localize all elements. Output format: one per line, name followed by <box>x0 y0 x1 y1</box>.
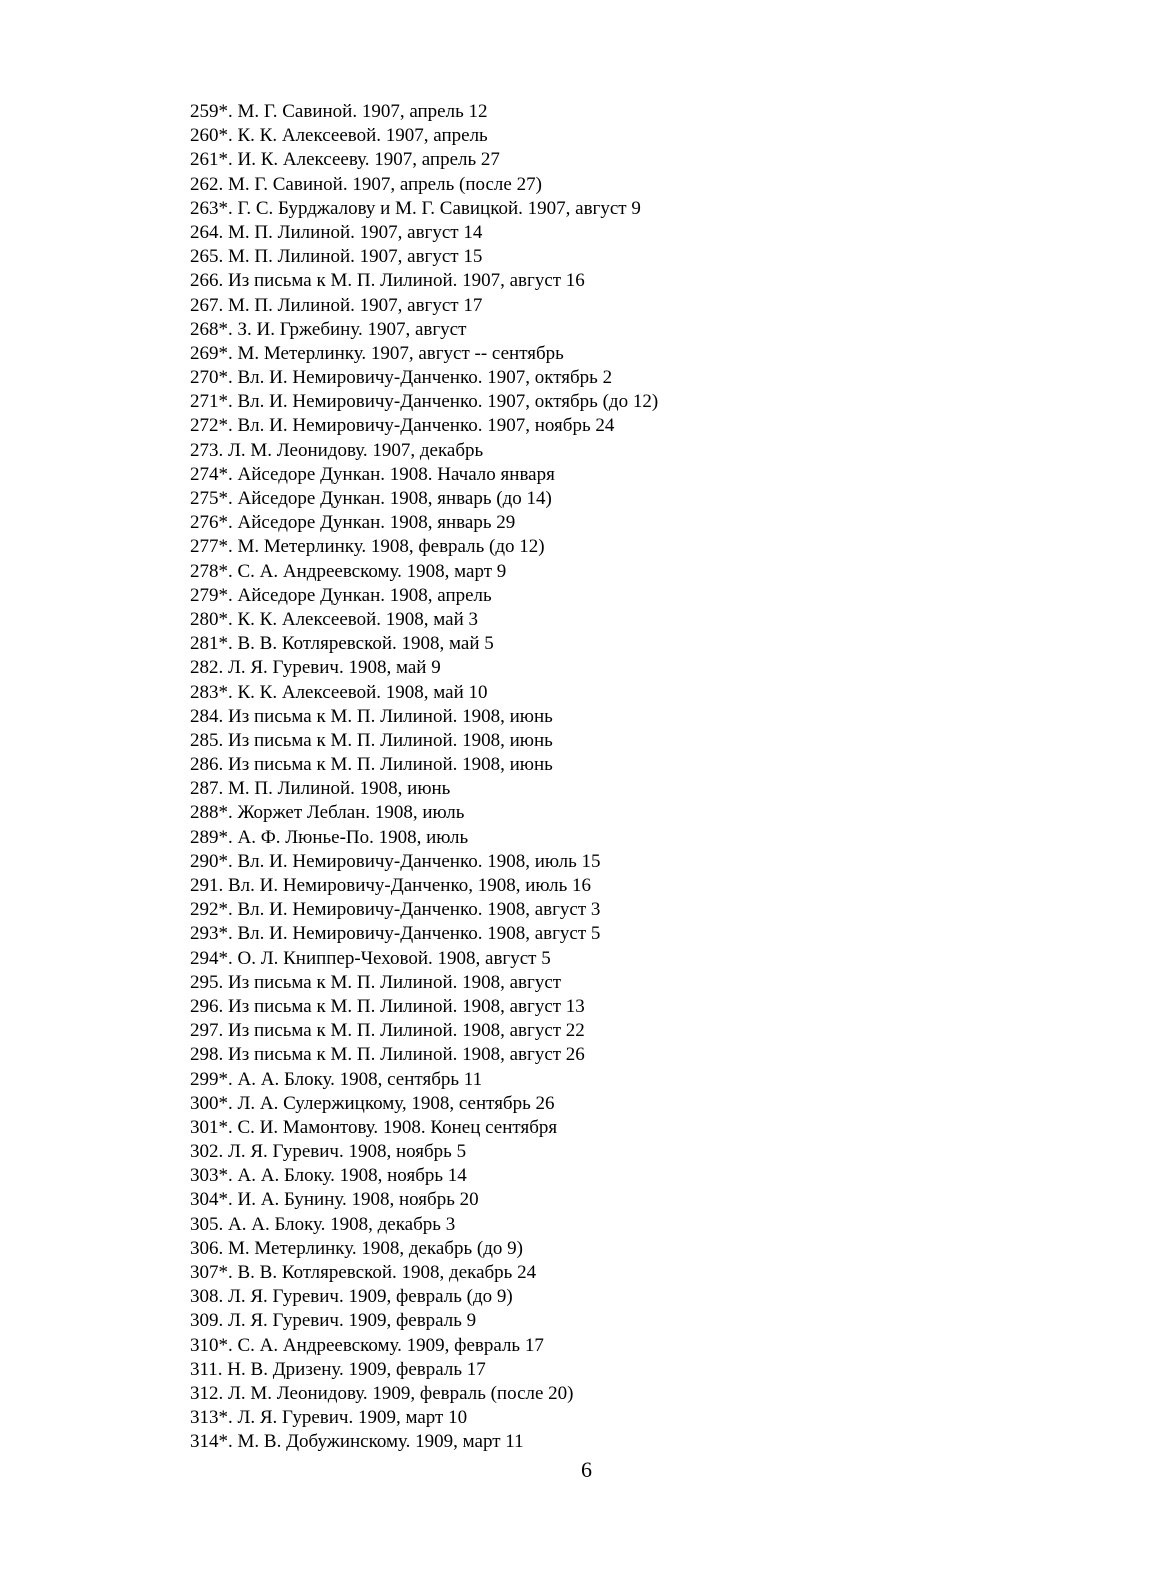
letter-index-entry: 302. Л. Я. Гуревич. 1908, ноябрь 5 <box>190 1141 467 1163</box>
letter-index-entry: 270*. Вл. И. Немировичу-Данченко. 1907, октябрь 2 <box>190 367 613 389</box>
letter-index-entry: 288*. Жоржет Леблан. 1908, июль <box>190 802 465 824</box>
letter-index-entry: 275*. Айседоре Дункан. 1908, январь (до 14) <box>190 488 552 509</box>
letter-index-entry: 281*. В. В. Котляревской. 1908, май 5 <box>190 633 494 655</box>
letter-index-entry: 292*. Вл. И. Немировичу-Данченко. 1908, август 3 <box>190 899 601 921</box>
letter-index-entry: 268*. З. И. Гржебину. 1907, август <box>190 318 467 340</box>
letter-index-entry: 261*. И. К. Алексееву. 1907, апрель 27 <box>190 149 500 171</box>
letter-index-entry: 272*. Вл. И. Немировичу-Данченко. 1907, ноябрь 24 <box>190 415 615 437</box>
letter-index-entry: 271*. Вл. И. Немировичу-Данченко. 1907, октябрь (до 12) <box>190 391 659 413</box>
letter-index-entry: 300*. Л. А. Сулержицкому, 1908, сентябрь 26 <box>190 1092 555 1114</box>
letter-index-entry: 280*. К. К. Алексеевой. 1908, май 3 <box>190 608 479 630</box>
letter-index-entry: 260*. К. К. Алексеевой. 1907, апрель <box>190 125 488 147</box>
letter-index-entry: 295. Из письма к М. П. Лилиной. 1908, август <box>190 971 562 993</box>
letter-index-entry: 294*. О. Л. Книппер-Чеховой. 1908, август 5 <box>190 947 551 969</box>
letter-index-entry: 259*. М. Г. Савиной. 1907, апрель 12 <box>190 101 488 122</box>
letter-index-entry: 312. Л. М. Леонидову. 1909, февраль (после 20) <box>190 1382 574 1404</box>
letter-index-entry: 278*. С. А. Андреевскому. 1908, март 9 <box>190 560 507 582</box>
letter-index-entry: 310*. С. А. Андреевскому. 1909, февраль 17 <box>190 1334 544 1356</box>
letter-index-entry: 266. Из письма к М. П. Лилиной. 1907, август 16 <box>190 270 585 292</box>
letter-index-entry: 293*. Вл. И. Немировичу-Данченко. 1908, август 5 <box>190 923 601 945</box>
letter-index-entry: 290*. Вл. И. Немировичу-Данченко. 1908, июль 15 <box>190 850 601 872</box>
letter-index-entry: 289*. А. Ф. Люнье-По. 1908, июль <box>190 826 469 848</box>
letter-index-entry: 263*. Г. С. Бурджалову и М. Г. Савицкой. 1907, август 9 <box>190 197 641 219</box>
letter-index-entry: 306. М. Метерлинку. 1908, декабрь (до 9) <box>190 1237 523 1259</box>
letter-index-entry: 283*. К. К. Алексеевой. 1908, май 10 <box>190 681 488 703</box>
letter-index-entry: 314*. М. В. Добужинскому. 1909, март 11 <box>190 1431 524 1453</box>
letter-index-entry: 297. Из письма к М. П. Лилиной. 1908, август 22 <box>190 1020 585 1042</box>
letter-index-list <box>190 100 658 1455</box>
letter-index-entry: 276*. Айседоре Дункан. 1908, январь 29 <box>190 512 516 534</box>
letter-index-entry: 284. Из письма к М. П. Лилиной. 1908, июнь <box>190 705 553 727</box>
letter-index-entry: 299*. А. А. Блоку. 1908, сентябрь 11 <box>190 1068 483 1090</box>
letter-index-entry: 286. Из письма к М. П. Лилиной. 1908, июнь <box>190 754 553 776</box>
letter-index-entry: 279*. Айседоре Дункан. 1908, апрель <box>190 584 492 606</box>
letter-index-entry: 277*. М. Метерлинку. 1908, февраль (до 12) <box>190 536 545 558</box>
letter-index-entry: 269*. М. Метерлинку. 1907, август -- сентябрь <box>190 342 564 364</box>
letter-index-entry: 298. Из письма к М. П. Лилиной. 1908, август 26 <box>190 1044 585 1066</box>
letter-index-entry: 311. Н. В. Дризену. 1909, февраль 17 <box>190 1358 486 1380</box>
letter-index-entry: 309. Л. Я. Гуревич. 1909, февраль 9 <box>190 1310 477 1332</box>
letter-index-entry: 264. М. П. Лилиной. 1907, август 14 <box>190 221 483 243</box>
letter-index-entry: 308. Л. Я. Гуревич. 1909, февраль (до 9) <box>190 1286 513 1308</box>
letter-index-entry: 287. М. П. Лилиной. 1908, июнь <box>190 778 451 800</box>
letter-index-entry: 303*. А. А. Блоку. 1908, ноябрь 14 <box>190 1165 467 1187</box>
letter-index-entry: 291. Вл. И. Немировичу-Данченко, 1908, июль 16 <box>190 875 592 896</box>
letter-index-entry: 313*. Л. Я. Гуревич. 1909, март 10 <box>190 1407 468 1429</box>
letter-index-entry: 285. Из письма к М. П. Лилиной. 1908, июнь <box>190 729 553 751</box>
letter-index-entry: 273. Л. М. Леонидову. 1907, декабрь <box>190 439 484 461</box>
page-number: 6 <box>581 1457 592 1482</box>
letter-index-entry: 282. Л. Я. Гуревич. 1908, май 9 <box>190 657 441 679</box>
letter-index-entry: 307*. В. В. Котляревской. 1908, декабрь 24 <box>190 1262 537 1283</box>
letter-index-entry: 296. Из письма к М. П. Лилиной. 1908, август 13 <box>190 995 585 1017</box>
letter-index-entry: 304*. И. А. Бунину. 1908, ноябрь 20 <box>190 1189 479 1211</box>
letter-index-entry: 262. М. Г. Савиной. 1907, апрель (после 27) <box>190 173 542 195</box>
letter-index-entry: 265. М. П. Лилиной. 1907, август 15 <box>190 246 483 268</box>
letter-index-entry: 305. А. А. Блоку. 1908, декабрь 3 <box>190 1213 456 1235</box>
letter-index-entry: 274*. Айседоре Дункан. 1908. Начало января <box>190 463 555 485</box>
letter-index-entry: 301*. С. И. Мамонтову. 1908. Конец сентября <box>190 1116 558 1138</box>
letter-index-entry: 267. М. П. Лилиной. 1907, август 17 <box>190 294 483 316</box>
